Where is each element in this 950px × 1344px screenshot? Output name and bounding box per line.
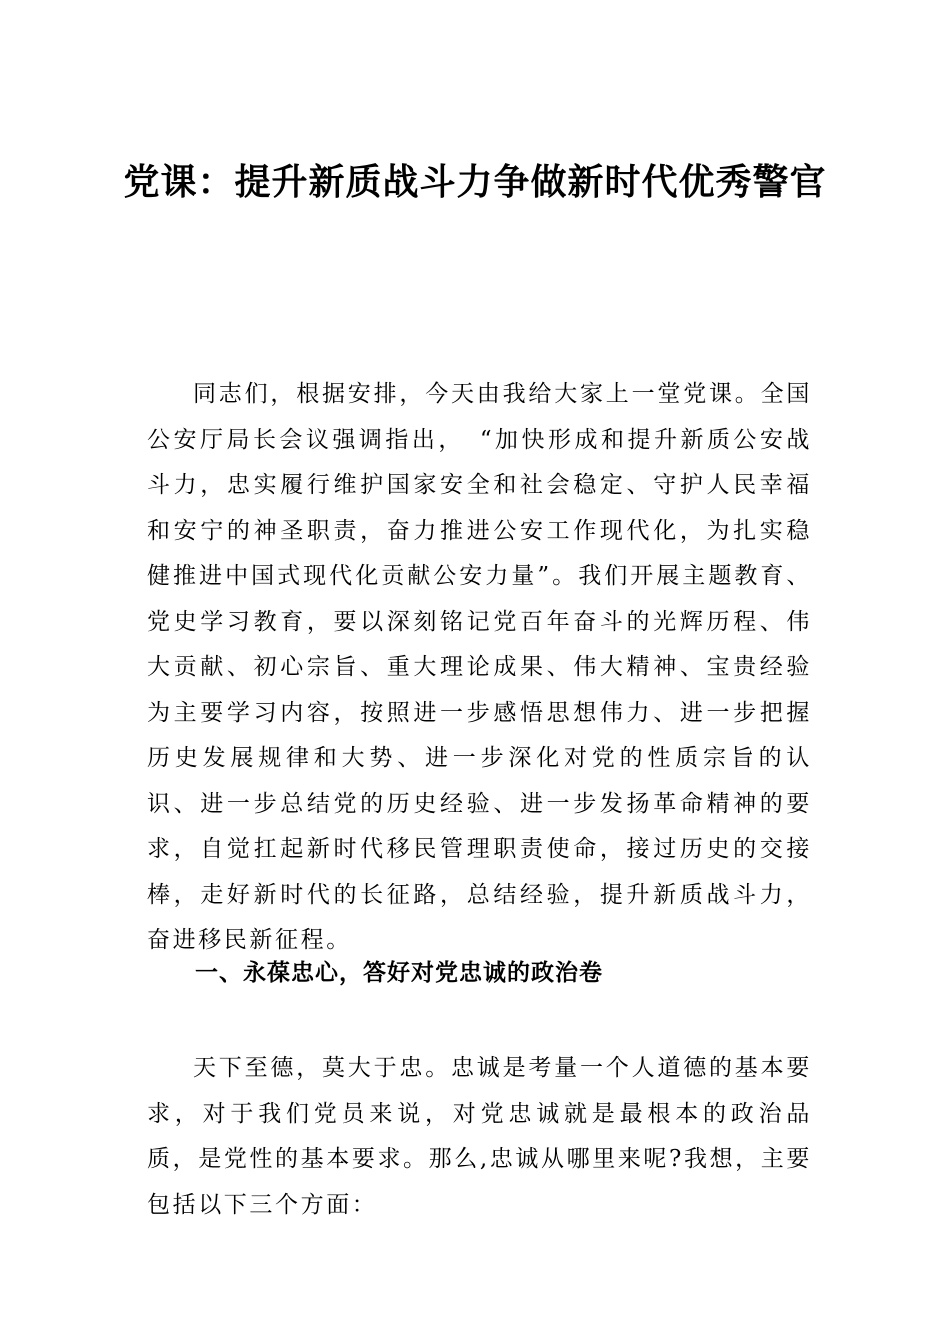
body-paragraph-loyalty: 天下至德，莫大于忠。忠诚是考量一个人道德的基本要求，对于我们党员来说，对党忠诚就是最根本的政治品质，是党性的基本要求。那么,忠诚从哪里来呢?我想，主要包括以下三个方面： — [147, 1055, 812, 1218]
section-heading-1: 一、永葆忠心，答好对党忠诚的政治卷 — [195, 960, 603, 986]
body-paragraph-intro: 同志们，根据安排，今天由我给大家上一堂党课。全国公安厅局长会议强调指出， “加快形成和提升新质公安战斗力，忠实履行维护国家安全和社会稳定、守护人民幸福和安宁的神圣职责，奋力推进公安工作现代化，为扎实稳健推进中国式现代化贡献公安力量”。我们开展主题教育、党史学习教育，要以深刻铭记党百年奋斗的光辉历程、伟大贡献、初心宗旨、重大理论成果、伟大精神、宝贵经验为主要学习内容，按照进一步感悟思想伟力、进一步把握历史发展规律和大势、进一步深化对党的性质宗旨的认识、进一步总结党的历史经验、进一步发扬革命精神的要求，自觉扛起新时代移民管理职责使命，接过历史的交接棒，走好新时代的长征路，总结经验，提升新质战斗力，奋进移民新征程。 — [147, 381, 812, 953]
document-title: 党课：提升新质战斗力争做新时代优秀警官 — [123, 162, 827, 203]
